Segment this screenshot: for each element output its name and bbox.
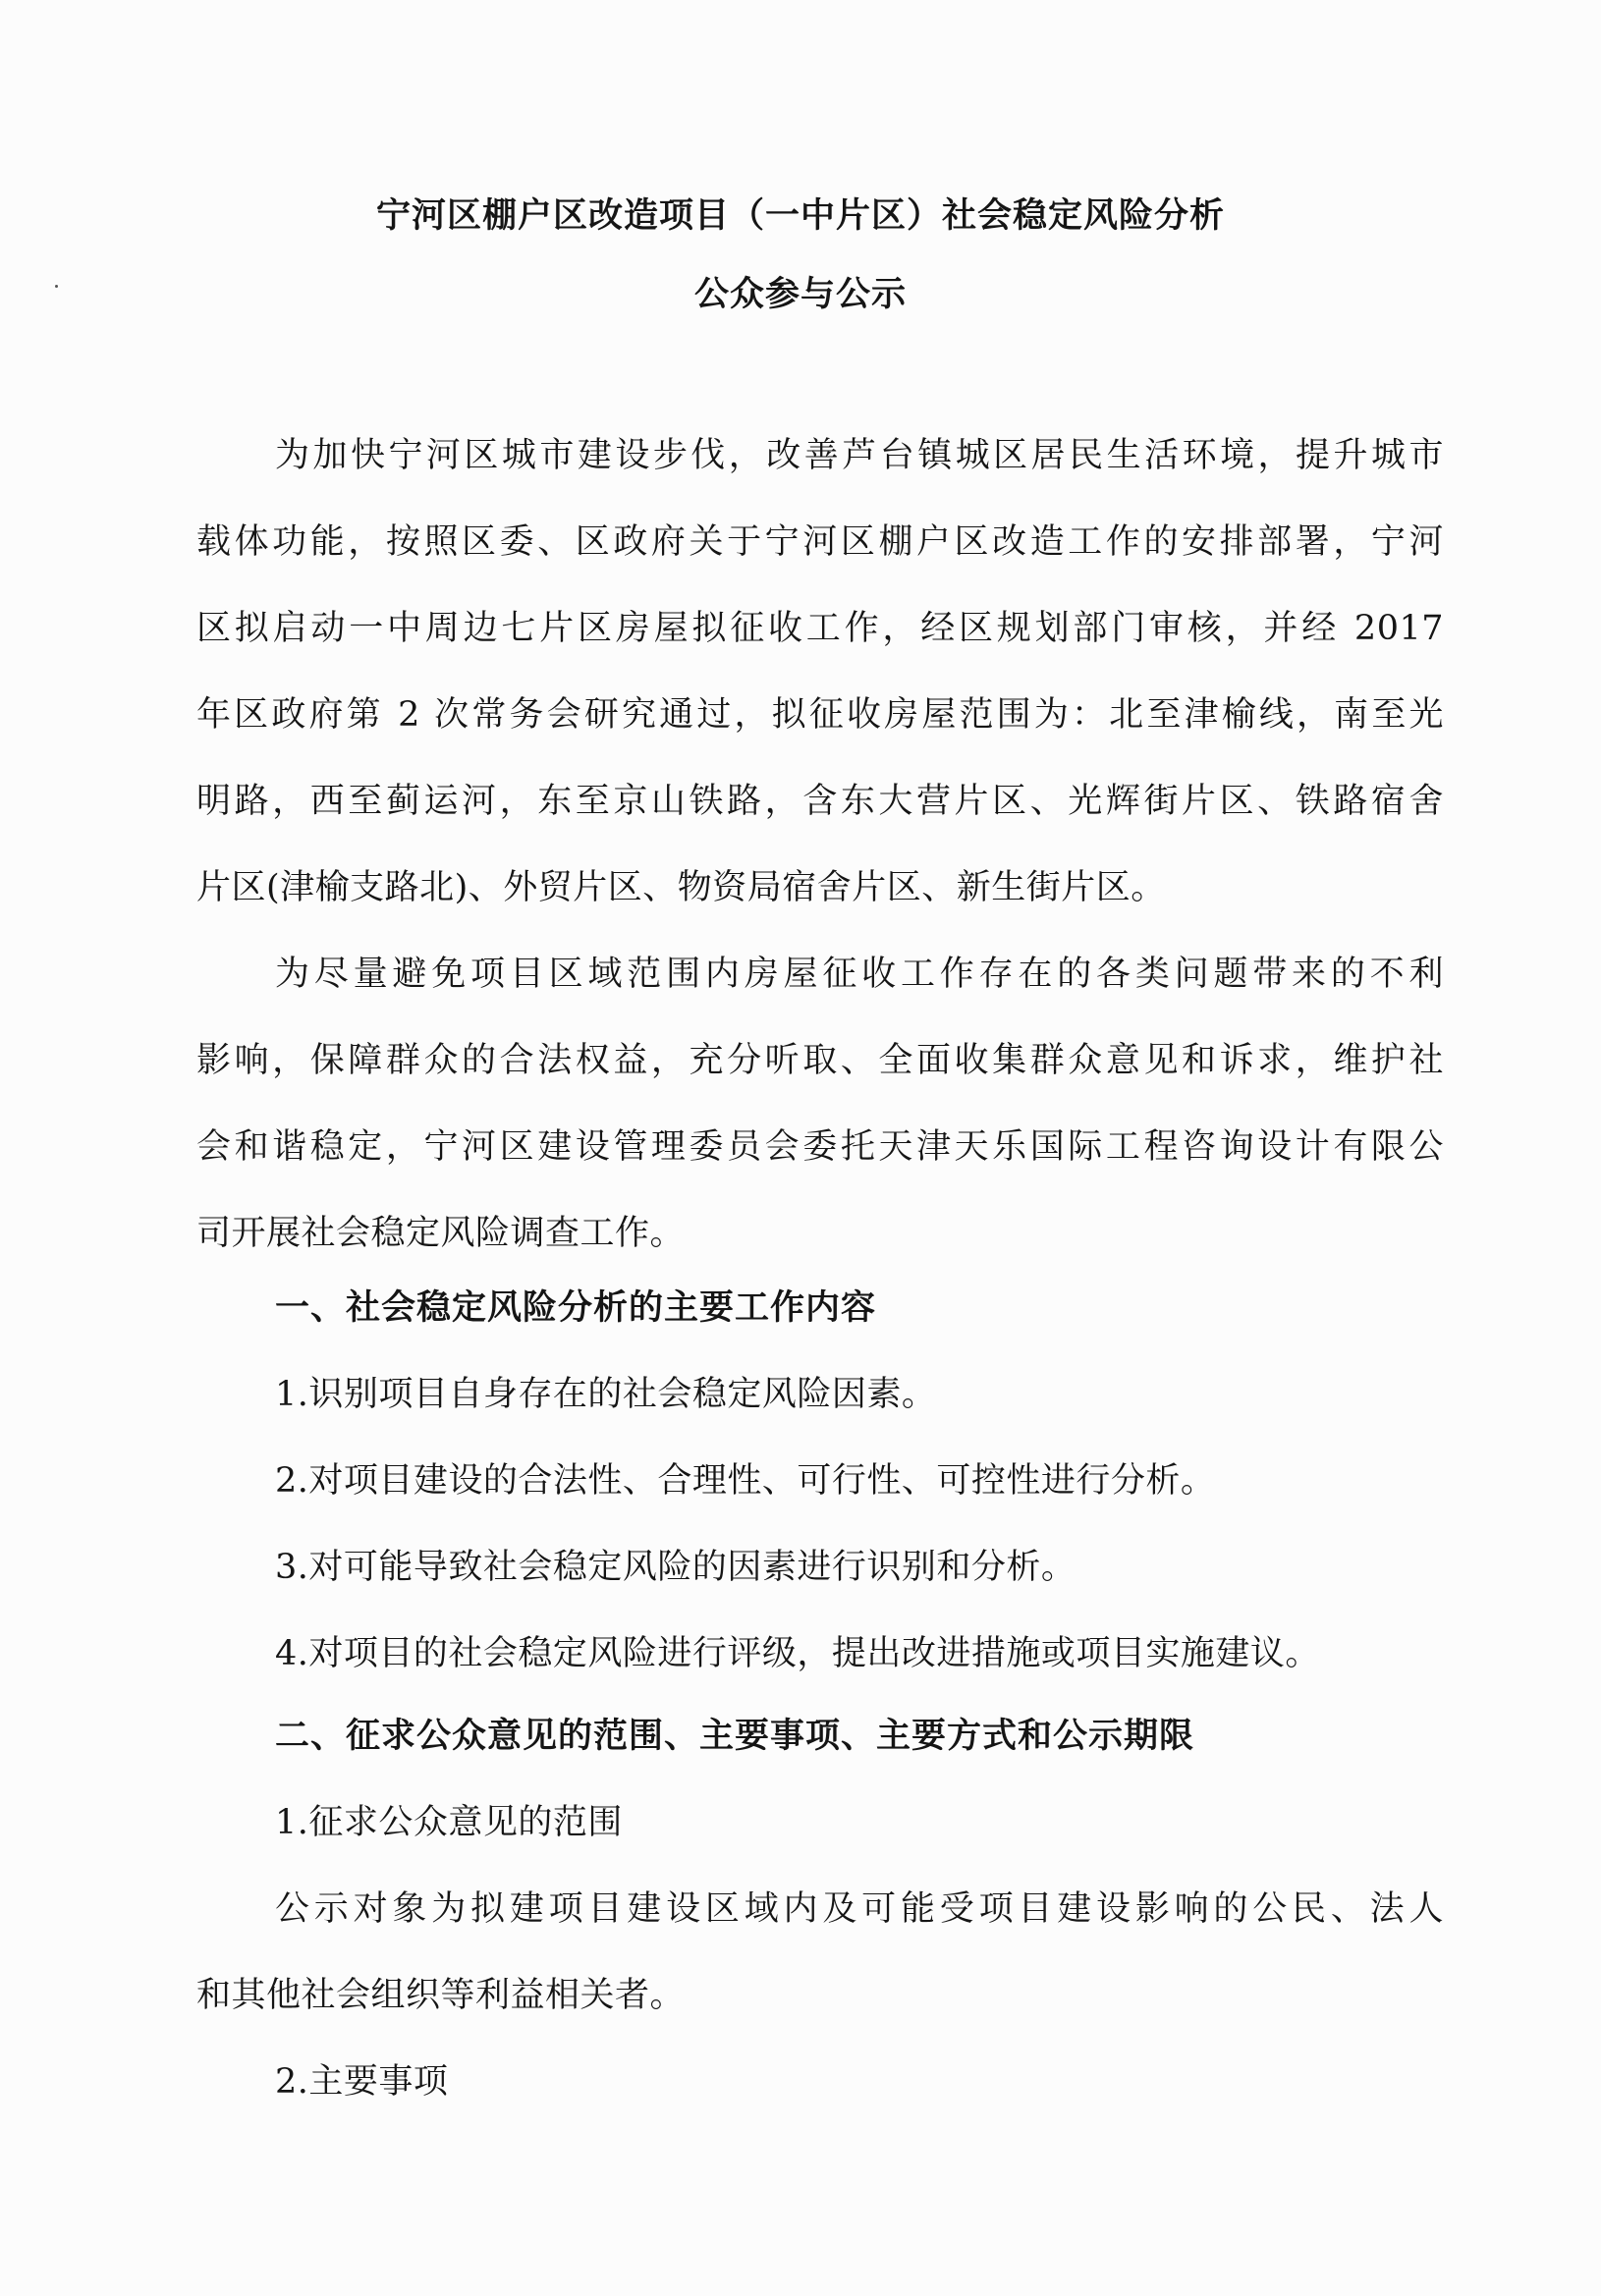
- paragraph1-line4: 年区政府第 2 次常务会研究通过，拟征收房屋范围为：北至津榆线，南至光: [196, 695, 1444, 735]
- paragraph1-line2: 载体功能，按照区委、区政府关于宁河区棚户区改造工作的安排部署，宁河: [196, 522, 1444, 562]
- section1-item-3: 3.对可能导致社会稳定风险的因素进行识别和分析。: [275, 1548, 1077, 1587]
- paragraph1-line5: 明路，西至蓟运河，东至京山铁路，含东大营片区、光辉街片区、铁路宿舍: [196, 782, 1444, 821]
- paragraph2-line4: 司开展社会稳定风险调查工作。: [196, 1214, 686, 1253]
- section2-heading: 二、征求公众意见的范围、主要事项、主要方式和公示期限: [275, 1717, 1195, 1756]
- paragraph1-line3: 区拟启动一中周边七片区房屋拟征收工作，经区规划部门审核，并经 2017: [196, 609, 1444, 648]
- paragraph2-line2: 影响，保障群众的合法权益，充分听取、全面收集群众意见和诉求，维护社: [196, 1041, 1444, 1080]
- section1-item-2: 2.对项目建设的合法性、合理性、可行性、可控性进行分析。: [275, 1461, 1216, 1501]
- section1-item-4: 4.对项目的社会稳定风险进行评级，提出改进措施或项目实施建议。: [275, 1634, 1320, 1673]
- section2-subheading-1: 1.征求公众意见的范围: [275, 1803, 623, 1842]
- paragraph1-line6: 片区(津榆支路北)、外贸片区、物资局宿舍片区、新生街片区。: [196, 868, 1166, 907]
- paragraph2-line1: 为尽量避免项目区域范围内房屋征收工作存在的各类问题带来的不利: [275, 955, 1444, 994]
- section1-item-1: 1.识别项目自身存在的社会稳定风险因素。: [275, 1375, 937, 1414]
- section1-heading: 一、社会稳定风险分析的主要工作内容: [275, 1288, 877, 1328]
- document-subtitle: 公众参与公示: [693, 275, 907, 314]
- document-title: 宁河区棚户区改造项目（一中片区）社会稳定风险分析: [375, 196, 1225, 236]
- paragraph1-line1: 为加快宁河区城市建设步伐，改善芦台镇城区居民生活环境，提升城市: [275, 436, 1444, 475]
- paragraph2-line3: 会和谐稳定，宁河区建设管理委员会委托天津天乐国际工程咨询设计有限公: [196, 1127, 1444, 1167]
- paragraph3-line1: 公示对象为拟建项目建设区域内及可能受项目建设影响的公民、法人: [275, 1889, 1444, 1929]
- section2-subheading-2: 2.主要事项: [275, 2062, 449, 2102]
- paragraph3-line2: 和其他社会组织等利益相关者。: [196, 1976, 686, 2015]
